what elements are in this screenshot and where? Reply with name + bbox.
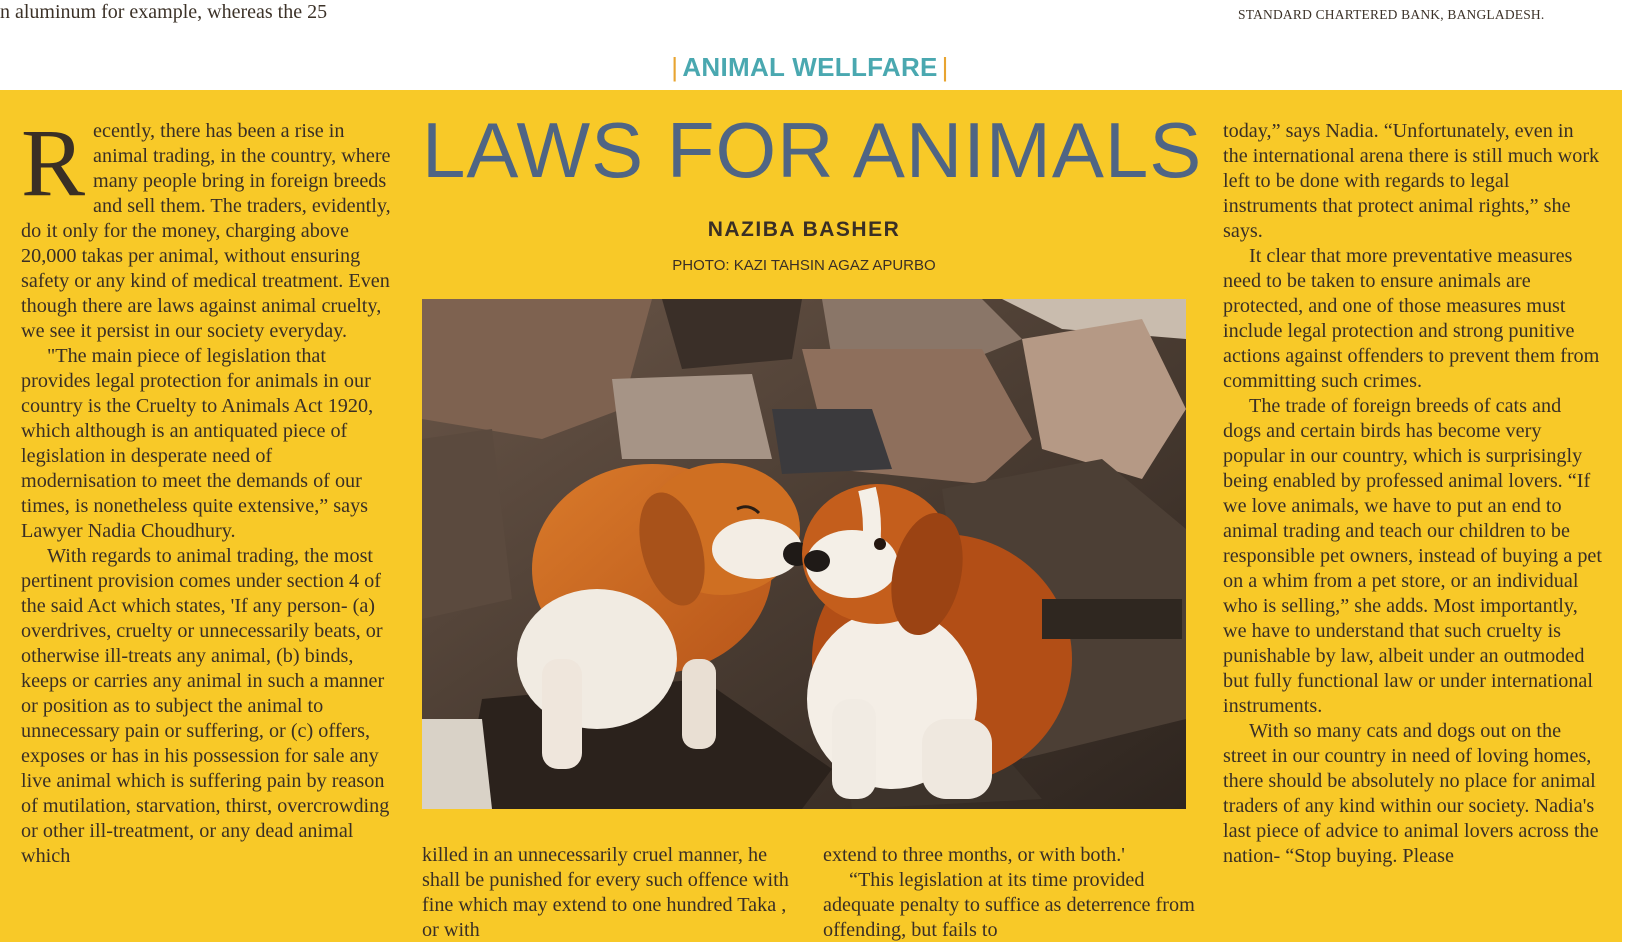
paragraph: It clear that more preventative measures need to be taken to ensure animals are protected, and one of those measures must include legal protection and strong punitive actions against offenders to prevent them from committing such crimes.	[1223, 245, 1600, 392]
paragraph: “This legislation at its time provided adequate penalty to suffice as deterrence from offending, but fails to	[823, 869, 1195, 941]
paragraph: killed in an unnecessarily cruel manner, he shall be punished for every such offence with fine which may extend to one hundred Taka , or with	[422, 844, 789, 941]
paragraph: extend to three months, or with both.'	[823, 844, 1125, 866]
article-headline: LAWS FOR ANIMALS	[422, 106, 1203, 194]
puppies-photo-illustration	[422, 299, 1186, 809]
kicker-bar-right: |	[941, 52, 949, 82]
photo-credit: PHOTO: KAZI TAHSIN AGAZ APURBO	[672, 257, 936, 274]
article-column-3	[823, 843, 1203, 942]
paragraph: ecently, there has been a rise in animal trading, in the country, where many people bring in foreign breeds and sell them. The traders, evidently, do it only for the money, charging above 20,000 takas per animal, without ensuring safety or any kind of medical treatment. Even though there are laws against animal cruelty, we see it persist in our society everyday.	[21, 120, 391, 342]
section-label: ANIMAL WELLFARE	[682, 52, 938, 82]
paragraph: With so many cats and dogs out on the street in our country in need of loving homes, there should be absolutely no place for animal traders of any kind within our society. Nadia's last piece of advice to animal lovers across the nation- “Stop buying. Please	[1223, 720, 1599, 867]
author-byline: NAZIBA BASHER	[707, 218, 901, 241]
previous-article-caption-fragment: STANDARD CHARTERED BANK, BANGLADESH.	[1238, 7, 1545, 22]
article-column-1	[21, 119, 391, 942]
article-column-4	[1223, 119, 1603, 942]
drop-cap: R	[21, 119, 86, 216]
paragraph: The trade of foreign breeds of cats and dogs and certain birds has become very popular in our country, which is surprisingly being enabled by professed animal lovers. “If we love animals, we have to put an end to animal trading and teach our children to be responsible pet owners, instead of buying a pet on a whim from a pet store, or an individual who is selling,” she adds. Most importantly, we have to understand that such cruelty is punishable by law, albeit under an outmoded but fully functional law or under international instruments.	[1223, 395, 1602, 717]
paragraph: With regards to animal trading, the most pertinent provision comes under section 4 of the said Act which states, 'If any person- (a) overdrives, cruelty or unnecessarily beats, or otherwise ill-treats any animal, (b) binds, keeps or carries any animal in such a manner or position as to subject the animal to unnecessary pain or suffering, or (c) offers, exposes or has in his possession for sale any live animal which is suffering pain by reason of mutilation, starvation, thirst, overcrowding or other ill-treatment, or any dead animal which	[21, 545, 390, 867]
kicker-bar-left: |	[671, 52, 679, 82]
article-column-2	[422, 843, 802, 942]
previous-article-fragment: n aluminum for example, whereas the 25	[0, 1, 328, 23]
section-kicker	[0, 52, 1620, 83]
paragraph: "The main piece of legislation that provides legal protection for animals in our country is the Cruelty to Animals Act 1920, which although is an antiquated piece of legislation in desperate need of modernisation to meet the demands of our times, is nonetheless quite extensive,” says Lawyer Nadia Choudhury.	[21, 345, 374, 542]
paragraph: today,” says Nadia. “Unfortunately, even in the international arena there is still much work left to be done with regards to legal instruments that protect animal rights,” she says.	[1223, 120, 1600, 242]
article-photo	[422, 299, 1186, 809]
